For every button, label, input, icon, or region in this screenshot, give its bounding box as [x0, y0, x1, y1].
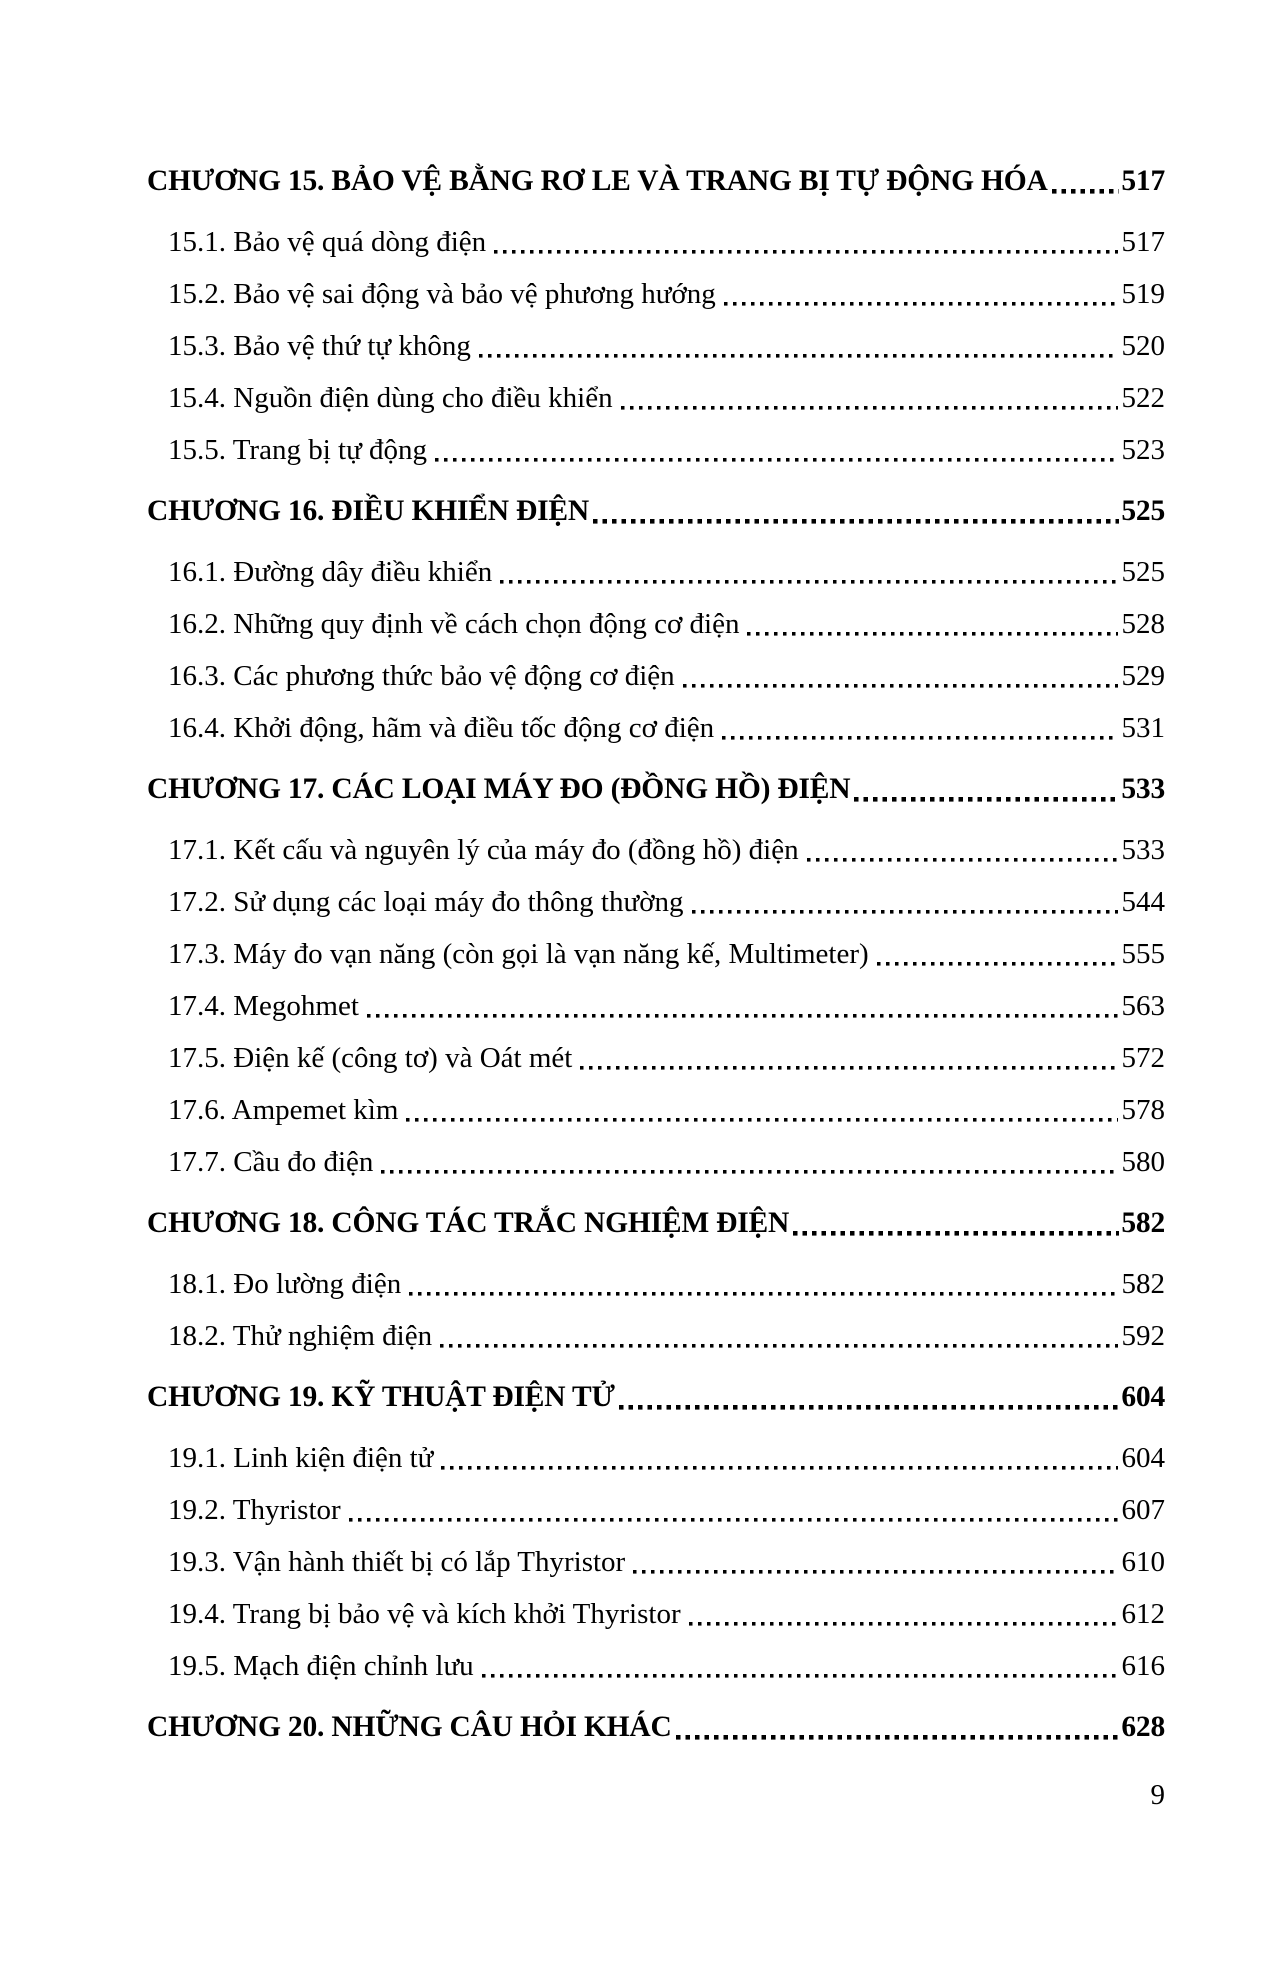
- toc-entry-page: 533: [1121, 834, 1165, 866]
- dot-leader: [406, 1084, 1117, 1136]
- toc-entry-page: 578: [1121, 1094, 1165, 1126]
- toc-entry-page: 531: [1121, 712, 1165, 744]
- toc-entry-chapter: [147, 485, 1165, 537]
- toc-entry-label: 15.3. Bảo vệ thứ tự không: [168, 330, 471, 362]
- toc-entry-label: 17.3. Máy đo vạn năng (còn gọi là vạn năng kế, Multimeter): [168, 938, 869, 970]
- dot-leader: [435, 424, 1117, 476]
- toc-entry-label: 15.2. Bảo vệ sai động và bảo vệ phương hướng: [168, 278, 716, 310]
- toc-entry-chapter: [147, 155, 1165, 207]
- toc-entry-page: 519: [1121, 278, 1165, 310]
- toc-entry-label: 18.1. Đo lường điện: [168, 1268, 402, 1300]
- toc-entry-section: [147, 598, 1165, 650]
- footer-page-number: 9: [1150, 1779, 1165, 1811]
- dot-leader: [854, 763, 1119, 815]
- toc-entry-page: 525: [1121, 556, 1165, 588]
- toc-entry-page: 563: [1121, 990, 1165, 1022]
- dot-leader: [793, 1197, 1119, 1249]
- toc-entry-page: 522: [1121, 382, 1165, 414]
- toc-entry-chapter: [147, 1701, 1165, 1753]
- toc-entry-page: 523: [1121, 434, 1165, 466]
- dot-leader: [349, 1484, 1118, 1536]
- toc-entry-section: [147, 1310, 1165, 1362]
- toc-entry-section: [147, 702, 1165, 754]
- toc-entry-page: 604: [1121, 1442, 1165, 1474]
- toc-entry-page: 544: [1121, 886, 1165, 918]
- dot-leader: [409, 1258, 1117, 1310]
- dot-leader: [500, 546, 1117, 598]
- toc-entry-section: [147, 876, 1165, 928]
- dot-leader: [580, 1032, 1117, 1084]
- dot-leader: [683, 650, 1118, 702]
- toc-entry-label: CHƯƠNG 18. CÔNG TÁC TRẮC NGHIỆM ĐIỆN: [147, 1207, 790, 1239]
- toc-entry-label: 15.4. Nguồn điện dùng cho điều khiển: [168, 382, 613, 414]
- dot-leader: [692, 876, 1118, 928]
- toc-entry-section: [147, 546, 1165, 598]
- toc-entry-label: 17.6. Ampemet kìm: [168, 1094, 399, 1126]
- toc-entry-section: [147, 1136, 1165, 1188]
- dot-leader: [722, 702, 1117, 754]
- toc-entry-page: 628: [1121, 1711, 1165, 1743]
- toc-entry-label: 17.1. Kết cấu và nguyên lý của máy đo (đồng hồ) điện: [168, 834, 799, 866]
- toc-entry-chapter: [147, 1197, 1165, 1249]
- toc-entry-label: 17.2. Sử dụng các loại máy đo thông thường: [168, 886, 684, 918]
- toc-entry-page: 528: [1121, 608, 1165, 640]
- toc-entry-section: [147, 1258, 1165, 1310]
- toc-entry-page: 604: [1121, 1381, 1165, 1413]
- toc-entry-page: 517: [1121, 165, 1165, 197]
- toc-entry-section: [147, 1084, 1165, 1136]
- dot-leader: [1052, 155, 1120, 207]
- toc-entry-label: 15.1. Bảo vệ quá dòng điện: [168, 226, 487, 258]
- toc-entry-label: 19.1. Linh kiện điện tử: [168, 1442, 434, 1474]
- toc-entry-label: CHƯƠNG 17. CÁC LOẠI MÁY ĐO (ĐỒNG HỒ) ĐIỆN: [147, 773, 851, 805]
- toc-entry-section: [147, 824, 1165, 876]
- toc-entry-page: 582: [1121, 1268, 1165, 1300]
- dot-leader: [877, 928, 1118, 980]
- dot-leader: [441, 1432, 1117, 1484]
- dot-leader: [619, 1371, 1120, 1423]
- toc-entry-section: [147, 928, 1165, 980]
- page-footer: [0, 1775, 1284, 1815]
- dot-leader: [747, 598, 1117, 650]
- toc-entry-page: 610: [1121, 1546, 1165, 1578]
- toc-entry-label: CHƯƠNG 15. BẢO VỆ BẰNG RƠ LE VÀ TRANG BỊ TỰ ĐỘNG HÓA: [147, 165, 1048, 197]
- toc-entry-section: [147, 424, 1165, 476]
- toc-entry-label: 19.3. Vận hành thiết bị có lắp Thyristor: [168, 1546, 626, 1578]
- toc-entry-section: [147, 1588, 1165, 1640]
- toc-entry-section: [147, 372, 1165, 424]
- dot-leader: [381, 1136, 1117, 1188]
- toc-entry-page: 607: [1121, 1494, 1165, 1526]
- toc-entry-page: 517: [1121, 226, 1165, 258]
- toc-entry-page: 572: [1121, 1042, 1165, 1074]
- toc-entry-section: [147, 980, 1165, 1032]
- toc-entry-section: [147, 268, 1165, 320]
- dot-leader: [440, 1310, 1117, 1362]
- toc-entry-page: 525: [1121, 495, 1165, 527]
- toc-entry-page: 555: [1121, 938, 1165, 970]
- toc-entry-section: [147, 1432, 1165, 1484]
- toc-entry-page: 616: [1121, 1650, 1165, 1682]
- dot-leader: [807, 824, 1118, 876]
- toc-entry-label: 15.5. Trang bị tự động: [168, 434, 428, 466]
- dot-leader: [633, 1536, 1117, 1588]
- dot-leader: [689, 1588, 1118, 1640]
- toc-entry-label: 16.3. Các phương thức bảo vệ động cơ điện: [168, 660, 675, 692]
- toc-entry-label: 17.5. Điện kế (công tơ) và Oát mét: [168, 1042, 573, 1074]
- toc-entry-label: 16.4. Khởi động, hãm và điều tốc động cơ điện: [168, 712, 715, 744]
- toc-entry-label: 19.4. Trang bị bảo vệ và kích khởi Thyristor: [168, 1598, 681, 1630]
- toc-entry-label: 17.7. Cầu đo điện: [168, 1146, 374, 1178]
- toc-entry-section: [147, 1640, 1165, 1692]
- toc-entry-page: 592: [1121, 1320, 1165, 1352]
- toc-entry-label: CHƯƠNG 19. KỸ THUẬT ĐIỆN TỬ: [147, 1381, 615, 1413]
- toc-entry-label: 17.4. Megohmet: [168, 990, 359, 1022]
- toc-entry-label: 19.5. Mạch điện chỉnh lưu: [168, 1650, 474, 1682]
- dot-leader: [621, 372, 1118, 424]
- toc-entry-section: [147, 1536, 1165, 1588]
- dot-leader: [482, 1640, 1118, 1692]
- toc-entry-section: [147, 320, 1165, 372]
- toc-entry-page: 612: [1121, 1598, 1165, 1630]
- dot-leader: [479, 320, 1118, 372]
- toc-entry-chapter: [147, 1371, 1165, 1423]
- toc-entry-section: [147, 1484, 1165, 1536]
- toc-entry-chapter: [147, 763, 1165, 815]
- toc-entry-page: 582: [1121, 1207, 1165, 1239]
- toc-entry-section: [147, 1032, 1165, 1084]
- toc-entry-section: [147, 216, 1165, 268]
- toc-entry-label: CHƯƠNG 16. ĐIỀU KHIỂN ĐIỆN: [147, 495, 589, 527]
- toc-entry-page: 529: [1121, 660, 1165, 692]
- dot-leader: [494, 216, 1117, 268]
- dot-leader: [593, 485, 1119, 537]
- toc-entry-label: 16.2. Những quy định về cách chọn động cơ điện: [168, 608, 740, 640]
- toc-entry-label: 19.2. Thyristor: [168, 1494, 341, 1526]
- toc-entry-label: CHƯƠNG 20. NHỮNG CÂU HỎI KHÁC: [147, 1711, 672, 1743]
- toc-entry-label: 18.2. Thử nghiệm điện: [168, 1320, 433, 1352]
- toc-entry-section: [147, 650, 1165, 702]
- dot-leader: [676, 1701, 1120, 1753]
- toc-entry-page: 533: [1121, 773, 1165, 805]
- dot-leader: [367, 980, 1118, 1032]
- dot-leader: [724, 268, 1118, 320]
- toc-entry-label: 16.1. Đường dây điều khiển: [168, 556, 493, 588]
- toc-entry-page: 520: [1121, 330, 1165, 362]
- toc-entry-page: 580: [1121, 1146, 1165, 1178]
